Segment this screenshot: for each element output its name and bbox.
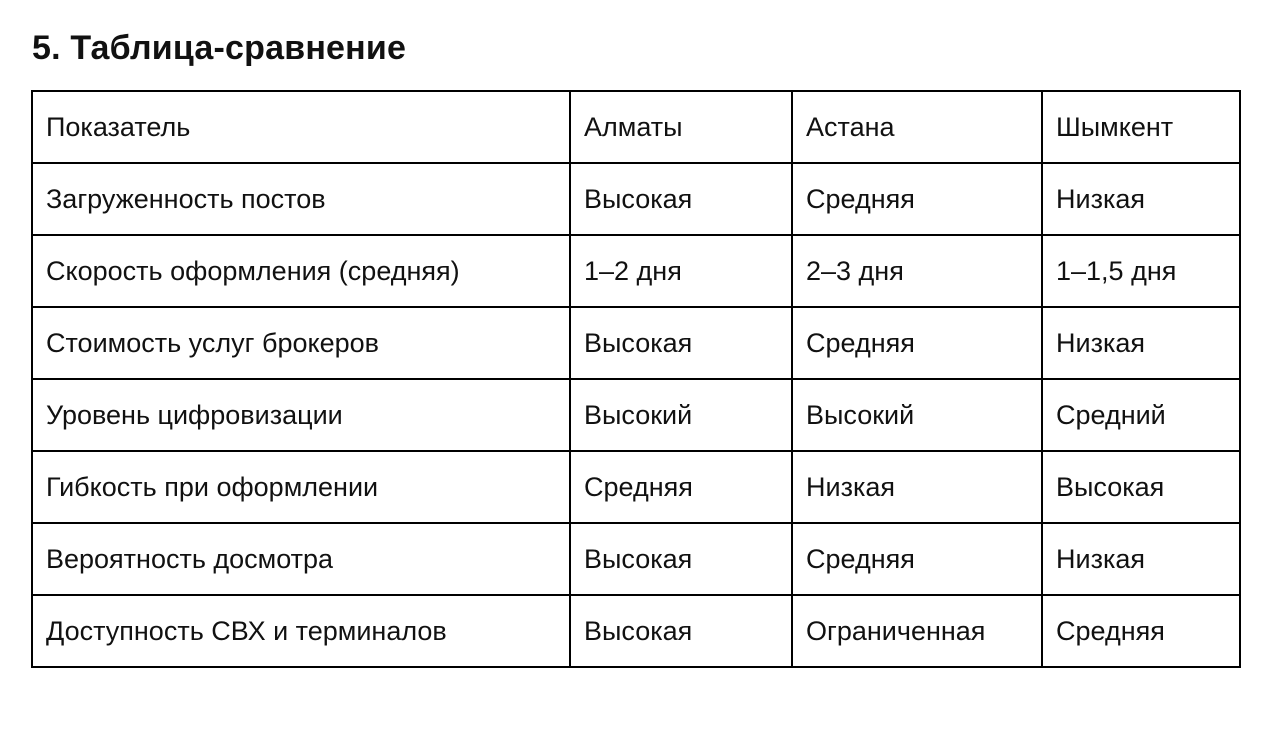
almaty-cell: Высокая — [570, 523, 792, 595]
indicator-cell: Доступность СВХ и терминалов — [32, 595, 570, 667]
astana-cell: Средняя — [792, 523, 1042, 595]
header-cell-indicator: Показатель — [32, 91, 570, 163]
almaty-cell: 1–2 дня — [570, 235, 792, 307]
astana-cell: Средняя — [792, 163, 1042, 235]
header-cell-shymkent: Шымкент — [1042, 91, 1240, 163]
indicator-cell: Скорость оформления (средняя) — [32, 235, 570, 307]
table-row — [32, 595, 1240, 667]
indicator-cell: Загруженность постов — [32, 163, 570, 235]
astana-cell: Высокий — [792, 379, 1042, 451]
header-cell-astana: Астана — [792, 91, 1042, 163]
indicator-cell: Стоимость услуг брокеров — [32, 307, 570, 379]
table-row — [32, 163, 1240, 235]
astana-cell: 2–3 дня — [792, 235, 1042, 307]
comparison-table — [31, 90, 1241, 668]
table-row — [32, 307, 1240, 379]
table-row — [32, 451, 1240, 523]
indicator-cell: Вероятность досмотра — [32, 523, 570, 595]
section-heading: 5. Таблица-сравнение — [32, 29, 407, 67]
almaty-cell: Высокая — [570, 163, 792, 235]
shymkent-cell: Средний — [1042, 379, 1240, 451]
shymkent-cell: Высокая — [1042, 451, 1240, 523]
shymkent-cell: Низкая — [1042, 523, 1240, 595]
header-cell-almaty: Алматы — [570, 91, 792, 163]
almaty-cell: Высокая — [570, 595, 792, 667]
table-row — [32, 523, 1240, 595]
almaty-cell: Средняя — [570, 451, 792, 523]
astana-cell: Ограниченная — [792, 595, 1042, 667]
table-row — [32, 379, 1240, 451]
shymkent-cell: Низкая — [1042, 307, 1240, 379]
indicator-cell: Гибкость при оформлении — [32, 451, 570, 523]
shymkent-cell: Низкая — [1042, 163, 1240, 235]
shymkent-cell: 1–1,5 дня — [1042, 235, 1240, 307]
astana-cell: Низкая — [792, 451, 1042, 523]
table-header-row — [32, 91, 1240, 163]
astana-cell: Средняя — [792, 307, 1042, 379]
table-row — [32, 235, 1240, 307]
almaty-cell: Высокий — [570, 379, 792, 451]
shymkent-cell: Средняя — [1042, 595, 1240, 667]
indicator-cell: Уровень цифровизации — [32, 379, 570, 451]
almaty-cell: Высокая — [570, 307, 792, 379]
